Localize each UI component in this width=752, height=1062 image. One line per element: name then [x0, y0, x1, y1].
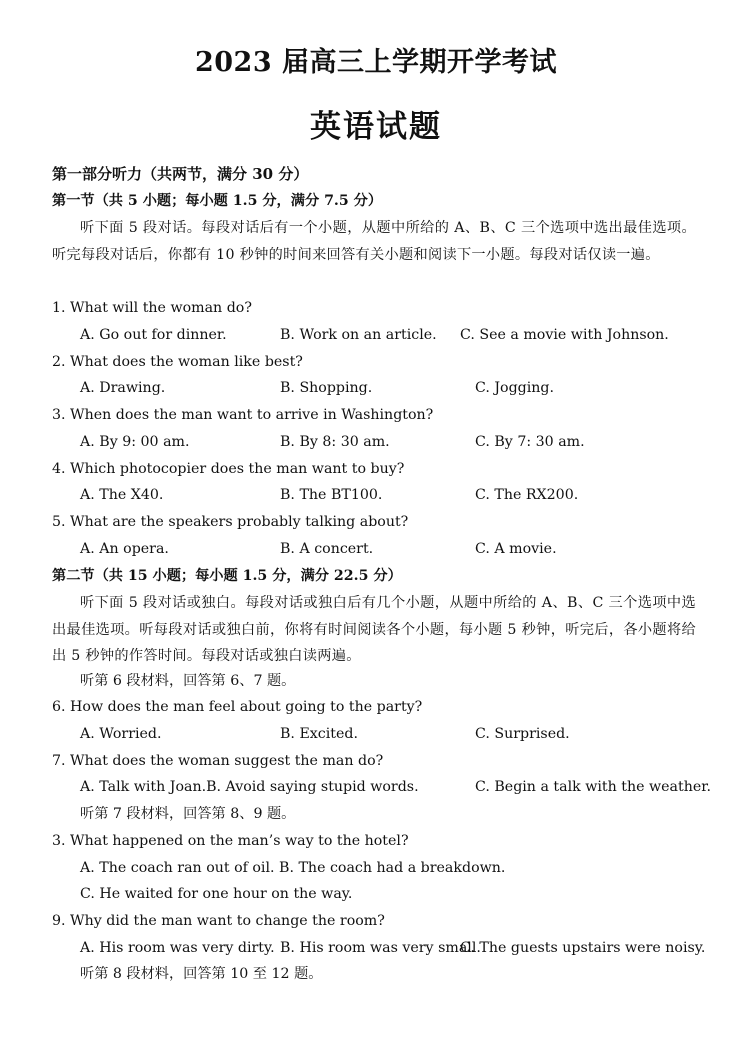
option-b: B. By 8: 30 am.	[280, 434, 390, 450]
option-a: A. The X40.	[80, 487, 164, 503]
subject-title: 英语试题	[310, 109, 442, 145]
question-8-options-ab: A. The coach ran out of oil. B. The coach had a breakdown.	[80, 860, 506, 876]
part1-heading: 第一部分听力（共两节，满分 30 分）	[52, 165, 309, 183]
question-7-options	[80, 777, 711, 797]
material-6-note: 听第 6 段材料，回答第 6、7 题。	[80, 673, 296, 689]
option-c: C. Surprised.	[475, 726, 570, 742]
question-4: 4. Which photocopier does the man want to buy?	[52, 461, 405, 477]
question-8: 3. What happened on the man’s way to the hotel?	[52, 833, 409, 849]
question-4-options	[80, 485, 702, 505]
question-2: 2. What does the woman like best?	[52, 354, 303, 370]
option-c: C. A movie.	[475, 541, 557, 557]
option-a-b: A. Talk with Joan.B. Avoid saying stupid words.	[80, 779, 419, 795]
option-a: A. His room was very dirty.	[80, 940, 275, 956]
option-b: B. Excited.	[280, 726, 358, 742]
question-6-options	[80, 724, 702, 744]
question-9: 9. Why did the man want to change the room?	[52, 913, 385, 929]
section2-instructions: 听下面 5 段对话或独白。每段对话或独白后有几个小题，从题中所给的 A、B、C 三个选项中选出最佳选项。听每段对话或独白前，你将有时间阅读各个小题，每小题 5 秒钟，听完后，各小题将给出 5 秒钟的作答时间。每段对话或独白读两遍。	[52, 595, 696, 665]
question-6: 6. How does the man feel about going to the party?	[52, 699, 423, 715]
question-1-options	[80, 325, 702, 345]
option-b: B. His room was very small.	[280, 940, 481, 956]
question-5: 5. What are the speakers probably talking about?	[52, 514, 409, 530]
question-3: 3. When does the man want to arrive in Washington?	[52, 407, 434, 423]
option-a: A. Drawing.	[80, 380, 166, 396]
section1-heading: 第一节（共 5 小题；每小题 1.5 分，满分 7.5 分）	[52, 193, 383, 209]
material-7-note: 听第 7 段材料，回答第 8、9 题。	[80, 806, 296, 822]
question-2-options	[80, 378, 702, 398]
option-a: A. By 9: 00 am.	[80, 434, 190, 450]
option-c: C. The guests upstairs were noisy.	[460, 940, 706, 956]
option-a: A. An opera.	[80, 541, 169, 557]
option-c: C. By 7: 30 am.	[475, 434, 585, 450]
material-8-note: 听第 8 段材料，回答第 10 至 12 题。	[80, 966, 323, 982]
section2-heading: 第二节（共 15 小题；每小题 1.5 分，满分 22.5 分）	[52, 568, 402, 584]
question-7: 7. What does the woman suggest the man do?	[52, 753, 384, 769]
option-c: C. Begin a talk with the weather.	[475, 779, 711, 795]
option-b: B. Work on an article.	[280, 327, 437, 343]
question-9-options	[80, 938, 706, 958]
question-8-option-c: C. He waited for one hour on the way.	[80, 886, 353, 902]
option-a: A. Worried.	[80, 726, 162, 742]
section1-instructions: 听下面 5 段对话。每段对话后有一个小题，从题中所给的 A、B、C 三个选项中选出最佳选项。听完每段对话后，你都有 10 秒钟的时间来回答有关小题和阅读下一小题。每段对话仅读一遍。	[52, 220, 696, 263]
option-c: C. The RX200.	[475, 487, 579, 503]
option-b: B. Shopping.	[280, 380, 373, 396]
option-a: A. Go out for dinner.	[80, 327, 227, 343]
question-5-options	[80, 539, 702, 559]
question-1: 1. What will the woman do?	[52, 300, 252, 316]
option-c: C. Jogging.	[475, 380, 555, 396]
option-b: B. The BT100.	[280, 487, 383, 503]
option-c: C. See a movie with Johnson.	[460, 327, 669, 343]
question-3-options	[80, 432, 702, 452]
option-b: B. A concert.	[280, 541, 374, 557]
exam-title: 2023 届高三上学期开学考试	[194, 47, 558, 78]
